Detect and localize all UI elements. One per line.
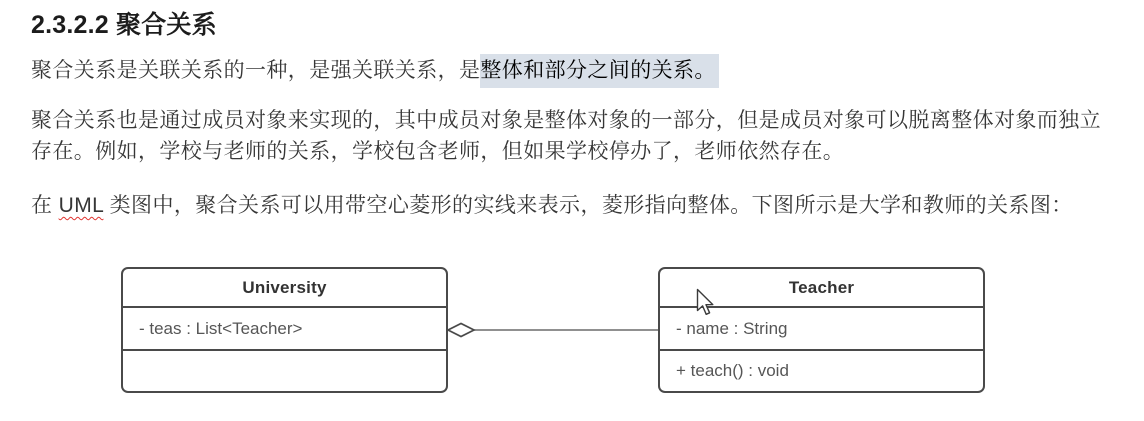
uml-class-teacher bbox=[658, 267, 985, 393]
class-method bbox=[123, 351, 446, 391]
class-attribute: - name : String bbox=[660, 308, 983, 351]
class-title: University bbox=[123, 269, 446, 308]
paragraph-text: 类图中，聚合关系可以用带空心菱形的实线来表示，菱形指向整体。下图所示是大学和教师的关系图： bbox=[103, 194, 1073, 217]
paragraph-text: 在 bbox=[31, 194, 59, 217]
highlighted-text: 整体和部分之间的关系。 bbox=[480, 54, 718, 88]
paragraph-aggregation-detail: 聚合关系也是通过成员对象来实现的，其中成员对象是整体对象的一部分，但是成员对象可以脱离整体对象而独立存在。例如，学校与老师的关系，学校包含老师，但如果学校停办了，老师依然存在。 bbox=[31, 109, 1101, 163]
class-title: Teacher bbox=[660, 269, 983, 308]
mouse-cursor-icon bbox=[696, 288, 716, 318]
spellcheck-word: UML bbox=[58, 194, 104, 217]
hollow-diamond-icon bbox=[448, 324, 474, 337]
class-method: + teach() : void bbox=[676, 361, 789, 380]
class-attribute: - teas : List<Teacher> bbox=[123, 308, 446, 351]
section-heading: 2.3.2.2 聚合关系 bbox=[31, 11, 217, 39]
paragraph-text: 聚合关系是关联关系的一种，是强关联关系，是 bbox=[31, 59, 481, 82]
aggregation-connector bbox=[446, 320, 660, 340]
uml-class-university bbox=[121, 267, 448, 393]
